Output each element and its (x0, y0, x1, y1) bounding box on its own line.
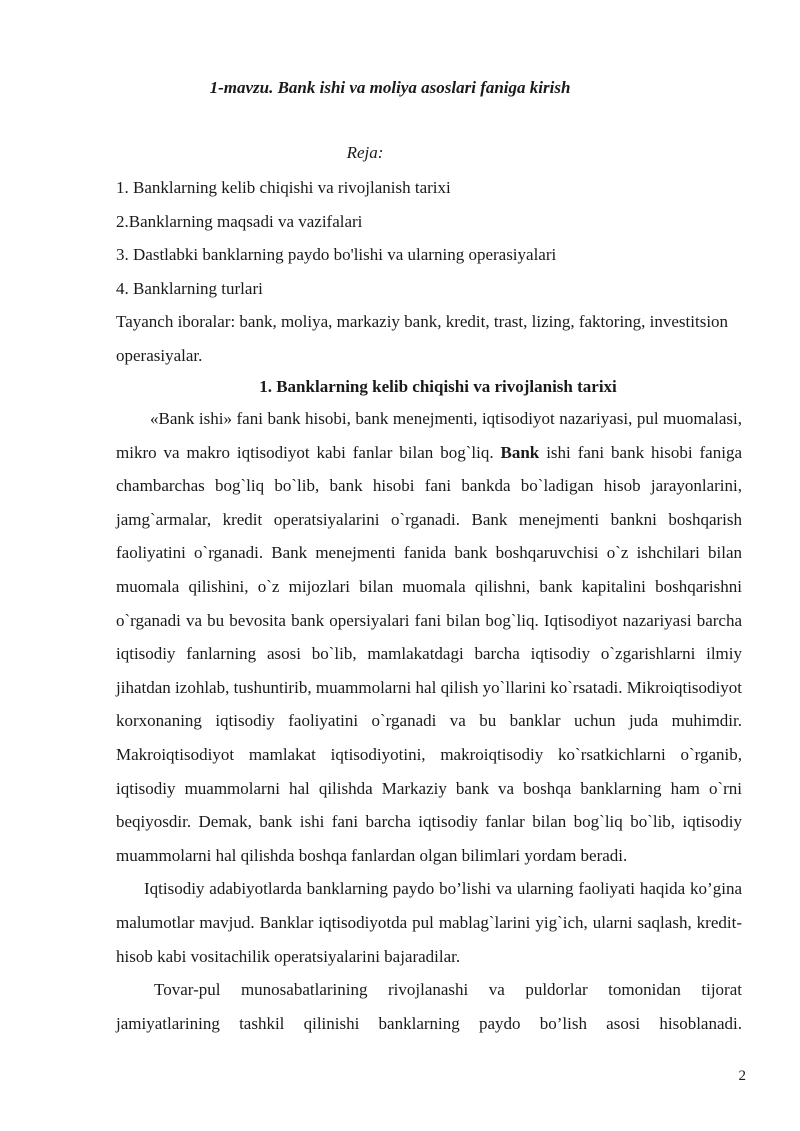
plan-list (116, 171, 742, 305)
page-number: 2 (738, 1068, 746, 1084)
body-text (116, 402, 742, 1040)
paragraph-1 (116, 402, 742, 872)
plan-heading: Reja: (346, 143, 384, 162)
plan-item-3: 3. Dastlabki banklarning paydo bo'lishi va ularning operasiyalari (116, 245, 557, 265)
keywords-paragraph: Tayanch iboralar: bank, moliya, markaziy bank, kredit, trast, lizing, faktoring, investitsion operasiyalar. (116, 312, 729, 365)
plan-item-2: 2.Banklarning maqsadi va vazifalari (116, 211, 363, 231)
paragraph-1-text-end: ishi fani bank hisobi faniga chambarchas bog`liq bo`lib, bank hisobi fani bankda bo`ladigan hisob jarayonlarini, jamg`armalar, kredit operatsiyalarini o`rganadi. Bank menejmenti bankni boshqarish faoliyatini o`rganadi. Bank menejmenti fanida bank boshqaruvchisi o`z ishchilari bilan muomala qilishini, o`z mijozlari bilan muomala qilishni, bank kapitalini boshqarishni o`rganadi va bu bevosita bank opersiyalari fani bilan bog`liq. Iqtisodiyot nazariyasi barcha iqtisodiy fanlarning asosi bo`lib, mamlakatdagi barcha iqtisodiy o`zgarishlarni ilmiy jihatdan izohlab, tushuntirib, muammolarni hal qilish yo`llarini ko`rsatadi. Mikroiqtisodiyot korxonaning iqtisodiy faoliyatini o`rganadi va bu banklar uchun juda muhimdir. Makroiqtisodiyot mamlakat iqtisodiyotini, makroiqtisodiy ko`rsatkichlarni o`rganib, iqtisodiy muammolarni hal qilishda Markaziy bank va boshqa banklarning ham o`rni beqiyosdir. Demak, bank ishi fani barcha iqtisodiy fanlar bilan bog`liq bo`lib, iqtisodiy muammolarni hal qilishda boshqa fanlardan olgan bilimlari yordam beradi. (116, 442, 742, 865)
document-title: 1-mavzu. Bank ishi va moliya asoslari faniga kirish (209, 78, 571, 97)
plan-item-4: 4. Banklarning turlari (116, 278, 263, 298)
paragraph-3: Tovar-pul munosabatlarining rivojlanashi va puldorlar tomonidan tijorat jamiyatlarining tashkil qilinishi banklarning paydo bo’lish asosi hisoblanadi. (116, 980, 742, 1033)
section-heading: 1. Banklarning kelib chiqishi va rivojlanish tarixi (259, 377, 617, 396)
paragraph-1-text-start: «Bank ishi» fani bank hisobi, bank menejmenti, iqtisodiyot nazariyasi, pul muomalasi, mikro va makro iqtisodiyot kabi fanlar bilan bog`liq. (116, 409, 742, 462)
plan-item-1: 1. Banklarning kelib chiqishi va rivojlanish tarixi (116, 178, 451, 197)
paragraph-1-bold-word: Bank (500, 442, 540, 462)
paragraph-2: Iqtisodiy adabiyotlarda banklarning paydo bo’lishi va ularning faoliyati haqida ko’gina malumotlar mavjud. Banklar iqtisodiyotda pul mablag`larini yig`ich, ularni saqlash, kredit-hisob kabi vositachilik operatsiyalarini bajaradilar. (116, 879, 742, 966)
